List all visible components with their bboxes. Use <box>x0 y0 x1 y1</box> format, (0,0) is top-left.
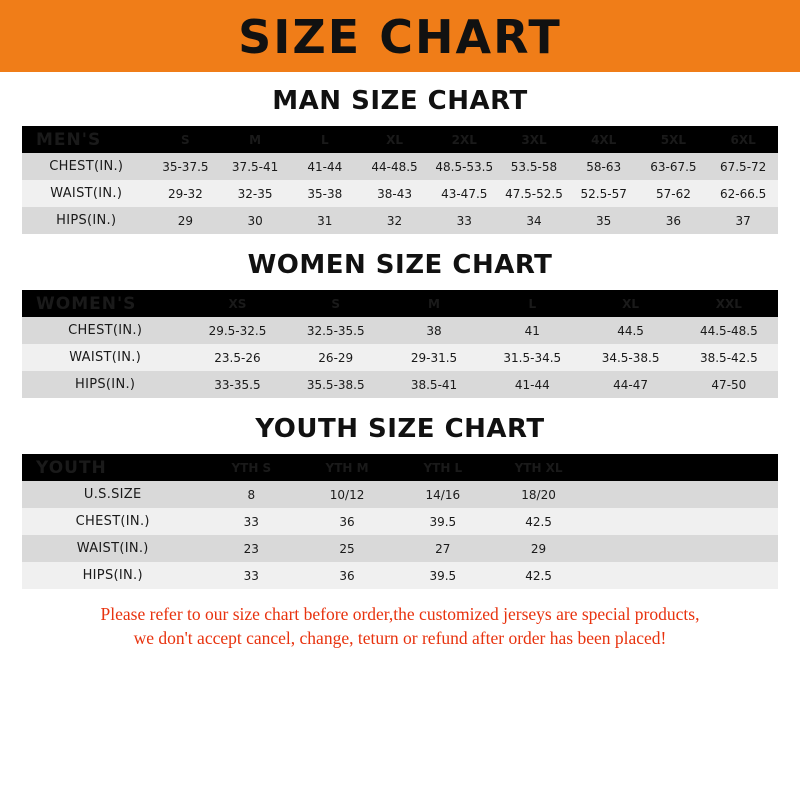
men-waist-m: 32-35 <box>220 180 290 207</box>
youth-ussize-empty-2 <box>682 481 778 508</box>
women-corner-label: WOMEN'S <box>22 290 188 317</box>
men-chest-5xl: 63-67.5 <box>639 153 709 180</box>
men-waist-5xl: 57-62 <box>639 180 709 207</box>
youth-col-m: YTH M <box>299 454 395 481</box>
section-title-man: MAN SIZE CHART <box>272 86 528 116</box>
women-hips-xl: 44-47 <box>581 371 679 398</box>
page-title: SIZE CHART <box>238 10 562 64</box>
women-col-xxl: XXL <box>680 290 778 317</box>
youth-table-head <box>22 454 778 481</box>
youth-waist-s: 23 <box>203 535 299 562</box>
men-chest-2xl: 48.5-53.5 <box>429 153 499 180</box>
women-table-head <box>22 290 778 317</box>
women-size-table <box>22 290 778 398</box>
men-size-table <box>22 126 778 234</box>
youth-row-label-chest: CHEST(IN.) <box>22 508 203 535</box>
men-col-3xl: 3XL <box>499 126 569 153</box>
women-chest-s: 32.5-35.5 <box>287 317 385 344</box>
table-row <box>22 153 778 180</box>
men-waist-6xl: 62-66.5 <box>708 180 778 207</box>
youth-chest-empty-2 <box>682 508 778 535</box>
men-hips-xl: 32 <box>360 207 430 234</box>
women-waist-l: 31.5-34.5 <box>483 344 581 371</box>
men-hips-2xl: 33 <box>429 207 499 234</box>
table-row <box>22 207 778 234</box>
women-row-label-waist: WAIST(IN.) <box>22 344 188 371</box>
men-table-head <box>22 126 778 153</box>
men-col-l: L <box>290 126 360 153</box>
women-row-label-hips: HIPS(IN.) <box>22 371 188 398</box>
table-row <box>22 562 778 589</box>
footer-note <box>22 603 778 650</box>
men-col-xl: XL <box>360 126 430 153</box>
men-waist-xl: 38-43 <box>360 180 430 207</box>
table-row <box>22 481 778 508</box>
men-hips-4xl: 35 <box>569 207 639 234</box>
women-hips-xxl: 47-50 <box>680 371 778 398</box>
men-waist-4xl: 52.5-57 <box>569 180 639 207</box>
men-chest-l: 41-44 <box>290 153 360 180</box>
men-table-body <box>22 153 778 234</box>
men-col-4xl: 4XL <box>569 126 639 153</box>
women-col-xs: XS <box>188 290 286 317</box>
youth-ussize-empty-1 <box>586 481 682 508</box>
men-hips-5xl: 36 <box>639 207 709 234</box>
youth-chest-s: 33 <box>203 508 299 535</box>
men-col-2xl: 2XL <box>429 126 499 153</box>
youth-waist-m: 25 <box>299 535 395 562</box>
women-waist-m: 29-31.5 <box>385 344 483 371</box>
youth-table-body <box>22 481 778 589</box>
women-col-xl: XL <box>581 290 679 317</box>
men-waist-l: 35-38 <box>290 180 360 207</box>
women-waist-xl: 34.5-38.5 <box>581 344 679 371</box>
table-row <box>22 371 778 398</box>
youth-waist-empty-2 <box>682 535 778 562</box>
youth-col-l: YTH L <box>395 454 491 481</box>
section-title-youth: YOUTH SIZE CHART <box>255 414 545 444</box>
men-hips-3xl: 34 <box>499 207 569 234</box>
youth-ussize-l: 14/16 <box>395 481 491 508</box>
section-title-women: WOMEN SIZE CHART <box>247 250 553 280</box>
women-hips-xs: 33-35.5 <box>188 371 286 398</box>
table-row <box>22 508 778 535</box>
youth-hips-s: 33 <box>203 562 299 589</box>
youth-waist-l: 27 <box>395 535 491 562</box>
women-waist-s: 26-29 <box>287 344 385 371</box>
table-row <box>22 317 778 344</box>
youth-waist-empty-1 <box>586 535 682 562</box>
men-row-label-chest: CHEST(IN.) <box>22 153 151 180</box>
men-col-6xl: 6XL <box>708 126 778 153</box>
youth-ussize-m: 10/12 <box>299 481 395 508</box>
men-chest-3xl: 53.5-58 <box>499 153 569 180</box>
men-row-label-hips: HIPS(IN.) <box>22 207 151 234</box>
table-header-row <box>22 454 778 481</box>
women-row-label-chest: CHEST(IN.) <box>22 317 188 344</box>
women-chest-l: 41 <box>483 317 581 344</box>
youth-ussize-xl: 18/20 <box>491 481 587 508</box>
youth-hips-l: 39.5 <box>395 562 491 589</box>
youth-col-empty-1 <box>586 454 682 481</box>
men-hips-l: 31 <box>290 207 360 234</box>
men-chest-4xl: 58-63 <box>569 153 639 180</box>
table-row <box>22 344 778 371</box>
youth-hips-m: 36 <box>299 562 395 589</box>
men-waist-2xl: 43-47.5 <box>429 180 499 207</box>
youth-waist-xl: 29 <box>491 535 587 562</box>
footer-line-2: we don't accept cancel, change, teturn or refund after order has been placed! <box>133 627 667 648</box>
table-header-row <box>22 126 778 153</box>
youth-size-table <box>22 454 778 589</box>
youth-chest-xl: 42.5 <box>491 508 587 535</box>
youth-col-xl: YTH XL <box>491 454 587 481</box>
men-col-5xl: 5XL <box>639 126 709 153</box>
youth-hips-xl: 42.5 <box>491 562 587 589</box>
footer-line-1: Please refer to our size chart before order,the customized jerseys are special products, <box>100 604 700 624</box>
women-hips-l: 41-44 <box>483 371 581 398</box>
table-row <box>22 535 778 562</box>
women-hips-s: 35.5-38.5 <box>287 371 385 398</box>
women-col-s: S <box>287 290 385 317</box>
men-col-s: S <box>151 126 221 153</box>
men-hips-6xl: 37 <box>708 207 778 234</box>
youth-col-empty-2 <box>682 454 778 481</box>
youth-row-label-waist: WAIST(IN.) <box>22 535 203 562</box>
men-chest-s: 35-37.5 <box>151 153 221 180</box>
youth-hips-empty-1 <box>586 562 682 589</box>
women-waist-xs: 23.5-26 <box>188 344 286 371</box>
men-chest-xl: 44-48.5 <box>360 153 430 180</box>
women-col-l: L <box>483 290 581 317</box>
men-chest-m: 37.5-41 <box>220 153 290 180</box>
women-chest-xs: 29.5-32.5 <box>188 317 286 344</box>
women-table-body <box>22 317 778 398</box>
women-hips-m: 38.5-41 <box>385 371 483 398</box>
women-chest-xxl: 44.5-48.5 <box>680 317 778 344</box>
youth-col-s: YTH S <box>203 454 299 481</box>
banner <box>0 0 800 72</box>
men-row-label-waist: WAIST(IN.) <box>22 180 151 207</box>
women-waist-xxl: 38.5-42.5 <box>680 344 778 371</box>
women-chest-m: 38 <box>385 317 483 344</box>
women-chest-xl: 44.5 <box>581 317 679 344</box>
women-col-m: M <box>385 290 483 317</box>
content <box>0 86 800 650</box>
youth-hips-empty-2 <box>682 562 778 589</box>
men-col-m: M <box>220 126 290 153</box>
men-corner-label: MEN'S <box>22 126 151 153</box>
table-row <box>22 180 778 207</box>
youth-row-label-hips: HIPS(IN.) <box>22 562 203 589</box>
youth-corner-label: YOUTH <box>22 454 203 481</box>
men-hips-s: 29 <box>151 207 221 234</box>
men-waist-s: 29-32 <box>151 180 221 207</box>
table-header-row <box>22 290 778 317</box>
men-waist-3xl: 47.5-52.5 <box>499 180 569 207</box>
youth-row-label-ussize: U.S.SIZE <box>22 481 203 508</box>
men-chest-6xl: 67.5-72 <box>708 153 778 180</box>
youth-ussize-s: 8 <box>203 481 299 508</box>
youth-chest-l: 39.5 <box>395 508 491 535</box>
youth-chest-m: 36 <box>299 508 395 535</box>
youth-chest-empty-1 <box>586 508 682 535</box>
men-hips-m: 30 <box>220 207 290 234</box>
